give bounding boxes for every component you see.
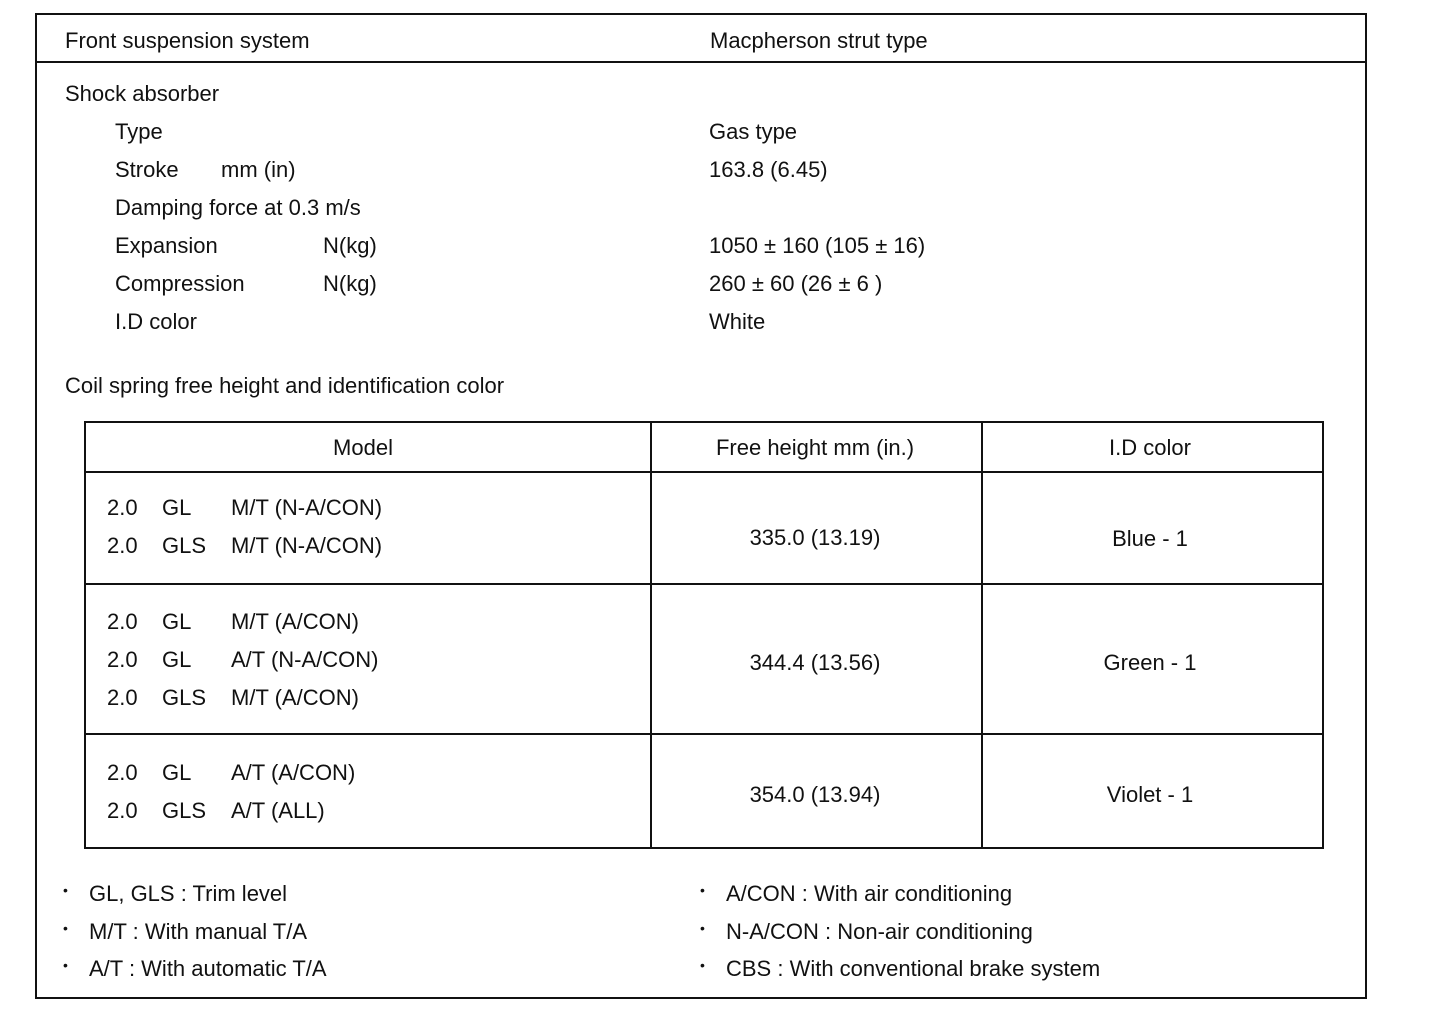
stroke-unit: mm (in) <box>221 157 296 182</box>
note-left-1: GL, GLS : Trim level <box>89 881 288 906</box>
coil-spring-title: Coil spring free height and identification color <box>65 373 505 398</box>
model-trim: GLS <box>162 685 207 710</box>
system-value: Macpherson strut type <box>710 28 928 53</box>
free-height-value: 344.4 (13.56) <box>749 650 881 675</box>
model-spec: M/T (N-A/CON) <box>231 533 383 558</box>
table-divider <box>86 733 1322 735</box>
note-bullet: • <box>63 920 68 936</box>
system-label: Front suspension system <box>65 28 310 53</box>
table-divider <box>650 423 652 847</box>
id-color-value: Green - 1 <box>1103 650 1197 675</box>
column-header-free-height: Free height mm (in.) <box>715 435 915 460</box>
damping-label: Damping force at 0.3 m/s <box>115 195 361 220</box>
model-engine: 2.0 <box>107 685 138 710</box>
model-engine: 2.0 <box>107 760 138 785</box>
id-color-value: Blue - 1 <box>1112 526 1188 551</box>
model-engine: 2.0 <box>107 533 138 558</box>
coil-spring-table <box>84 421 1324 849</box>
note-bullet: • <box>700 882 705 898</box>
type-label: Type <box>115 119 163 144</box>
spec-frame <box>35 13 1367 999</box>
compression-unit: N(kg) <box>323 271 377 296</box>
note-right-2: N-A/CON : Non-air conditioning <box>726 919 1033 944</box>
table-divider <box>981 423 983 847</box>
column-header-model: Model <box>333 435 393 460</box>
model-trim: GLS <box>162 533 207 558</box>
note-bullet: • <box>700 920 705 936</box>
compression-label: Compression <box>115 271 245 296</box>
model-engine: 2.0 <box>107 495 138 520</box>
note-left-3: A/T : With automatic T/A <box>89 956 327 981</box>
model-spec: M/T (N-A/CON) <box>231 495 383 520</box>
note-bullet: • <box>700 957 705 973</box>
shock-absorber-title: Shock absorber <box>65 81 220 106</box>
stroke-value: 163.8 (6.45) <box>709 157 828 182</box>
expansion-unit: N(kg) <box>323 233 377 258</box>
note-left-2: M/T : With manual T/A <box>89 919 308 944</box>
model-spec: A/T (A/CON) <box>231 760 356 785</box>
note-right-1: A/CON : With air conditioning <box>726 881 1013 906</box>
model-trim: GL <box>162 609 192 634</box>
expansion-value: 1050 ± 160 (105 ± 16) <box>709 233 926 258</box>
note-bullet: • <box>63 882 68 898</box>
model-spec: M/T (A/CON) <box>231 685 359 710</box>
model-spec: M/T (A/CON) <box>231 609 359 634</box>
table-divider <box>86 471 1322 473</box>
header-row <box>37 15 1365 63</box>
free-height-value: 354.0 (13.94) <box>749 782 881 807</box>
id-color-label: I.D color <box>115 309 197 334</box>
model-spec: A/T (ALL) <box>231 798 325 823</box>
model-engine: 2.0 <box>107 609 138 634</box>
table-divider <box>86 583 1322 585</box>
id-color-value: Violet - 1 <box>1106 782 1194 807</box>
model-spec: A/T (N-A/CON) <box>231 647 379 672</box>
note-bullet: • <box>63 957 68 973</box>
stroke-label: Stroke <box>115 157 179 182</box>
note-right-3: CBS : With conventional brake system <box>726 956 1101 981</box>
model-trim: GLS <box>162 798 207 823</box>
compression-value: 260 ± 60 (26 ± 6 ) <box>709 271 883 296</box>
model-trim: GL <box>162 760 192 785</box>
model-engine: 2.0 <box>107 798 138 823</box>
model-engine: 2.0 <box>107 647 138 672</box>
model-trim: GL <box>162 495 192 520</box>
id-color-value: White <box>709 309 766 334</box>
type-value: Gas type <box>709 119 798 144</box>
free-height-value: 335.0 (13.19) <box>749 525 881 550</box>
expansion-label: Expansion <box>115 233 218 258</box>
model-trim: GL <box>162 647 192 672</box>
column-header-id-color: I.D color <box>1109 435 1191 460</box>
